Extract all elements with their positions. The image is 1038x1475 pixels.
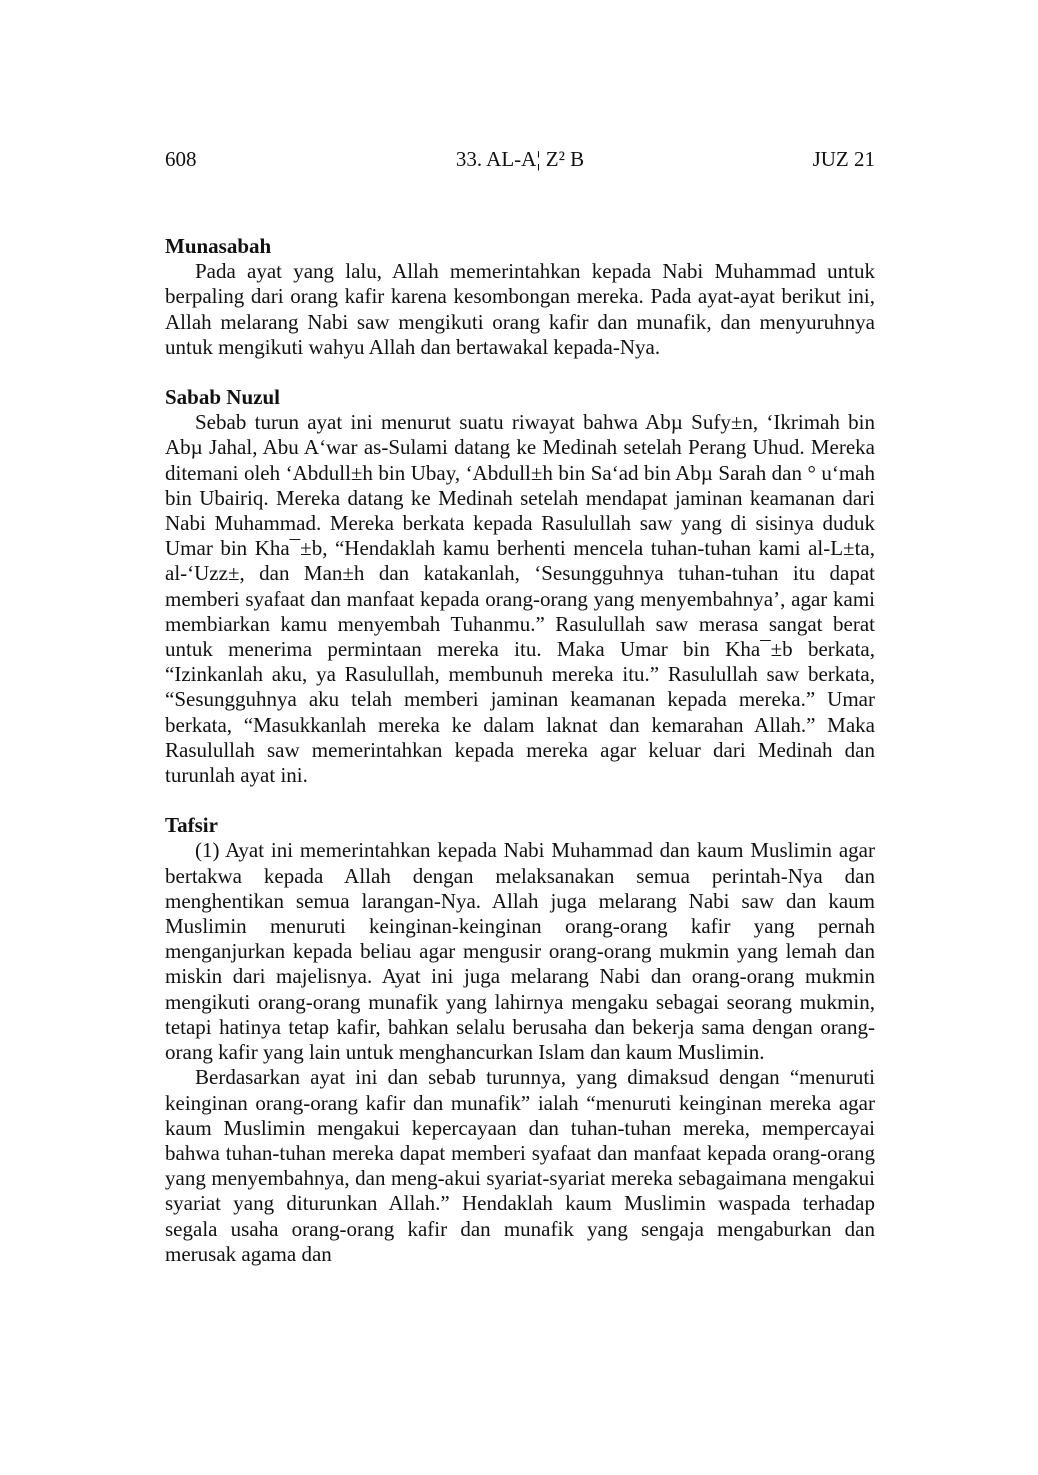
section-munasabah bbox=[165, 234, 875, 360]
section-tafsir bbox=[165, 813, 875, 1267]
paragraph: Berdasarkan ayat ini dan sebab turunnya, yang dimaksud dengan “menuruti keinginan orang-orang kafir dan munafik” ialah “menuruti keinginan mereka agar kaum Muslimin mengakui kepercayaan dan tuhan-tuhan mereka, mempercayai bahwa tuhan-tuhan mereka dapat memberi syafaat dan manfaat kepada orang-orang yang menyembahnya, dan meng-akui syariat-syariat mereka sebagaimana mengakui syariat yang diturunkan Allah.” Hendaklah kaum Muslimin waspada terhadap segala usaha orang-orang kafir dan munafik yang sengaja mengaburkan dan merusak agama dan bbox=[165, 1065, 875, 1266]
book-page bbox=[165, 0, 875, 1475]
paragraph: (1) Ayat ini memerintahkan kepada Nabi Muhammad dan kaum Muslimin agar bertakwa kepada Allah dengan melaksanakan semua perintah-Nya dan menghentikan semua larangan-Nya. Allah juga melarang Nabi saw dan kaum Muslimin menuruti keinginan-keinginan orang-orang kafir yang pernah menganjurkan kepada beliau agar mengusir orang-orang mukmin yang lemah dan miskin dari majelisnya. Ayat ini juga melarang Nabi dan orang-orang mukmin mengikuti orang-orang munafik yang lahirnya mengaku sebagai seorang mukmin, tetapi hatinya tetap kafir, bahkan selalu berusaha dan bekerja sama dengan orang-orang kafir yang lain untuk menghancurkan Islam dan kaum Muslimin. bbox=[165, 838, 875, 1065]
section-sabab-nuzul bbox=[165, 385, 875, 788]
paragraph: Sebab turun ayat ini menurut suatu riwayat bahwa Abµ Sufy±n, ‘Ikrimah bin Abµ Jahal, Abu A‘war as-Sulami datang ke Medinah setelah Perang Uhud. Mereka ditemani oleh ‘Abdull±h bin Ubay, ‘Abdull±h bin Sa‘ad bin Abµ Sarah dan ° u‘mah bin Ubairiq. Mereka datang ke Medinah setelah mendapat jaminan keamanan dari Nabi Muhammad. Mereka berkata kepada Rasulullah saw yang di sisinya duduk Umar bin Kha¯±b, “Hendaklah kamu berhenti mencela tuhan-tuhan kami al-L±ta, al-‘Uzz±, dan Man±h dan katakanlah, ‘Sesungguhnya tuhan-tuhan itu dapat memberi syafaat dan manfaat kepada orang-orang yang menyembahnya’, agar kami membiarkan kamu menyembah Tuhanmu.” Rasulullah saw merasa sangat berat untuk menerima permintaan mereka itu. Maka Umar bin Kha¯±b berkata, “Izinkanlah aku, ya Rasulullah, membunuh mereka itu.” Rasulullah saw berkata, “Sesungguhnya aku telah memberi jaminan keamanan kepada mereka.” Umar berkata, “Masukkanlah mereka ke dalam laknat dan kemarahan Allah.” Maka Rasulullah saw memerintahkan kepada mereka agar keluar dari Medinah dan turunlah ayat ini. bbox=[165, 410, 875, 788]
running-header bbox=[165, 146, 875, 172]
paragraph: Pada ayat yang lalu, Allah memerintahkan kepada Nabi Muhammad untuk berpaling dari orang kafir karena kesombongan mereka. Pada ayat-ayat berikut ini, Allah melarang Nabi saw mengikuti orang kafir dan munafik, dan menyuruhnya untuk mengikuti wahyu Allah dan bertawakal kepada-Nya. bbox=[165, 259, 875, 359]
section-heading: Tafsir bbox=[165, 813, 218, 838]
surah-title: 33. AL-A¦ Z² B bbox=[455, 147, 585, 171]
page-number: 608 bbox=[165, 147, 197, 171]
juz-label: JUZ 21 bbox=[812, 147, 875, 171]
section-heading: Sabab Nuzul bbox=[165, 385, 280, 410]
section-heading: Munasabah bbox=[165, 234, 272, 258]
page-body bbox=[165, 234, 875, 1267]
